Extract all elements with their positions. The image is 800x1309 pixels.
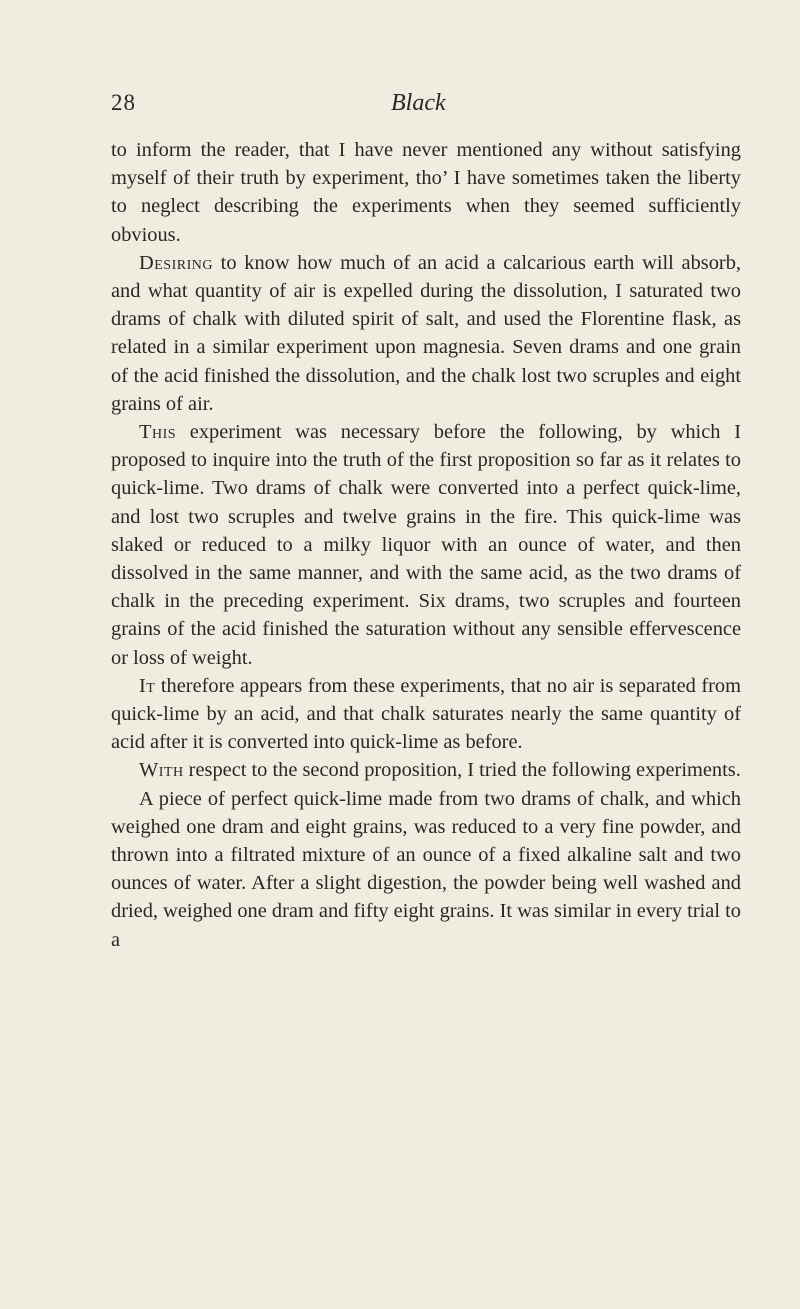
paragraph-lead-word: This <box>139 421 177 444</box>
paragraph-2 <box>111 249 741 418</box>
paragraph-text: respect to the second proposition, I tried the following experiments. <box>183 759 741 782</box>
paragraph-lead-word: Desiring <box>139 251 213 274</box>
paragraph-6 <box>111 785 741 954</box>
paragraph-text: A piece of perfect quick-lime made from two drams of chalk, and which weighed one dram and eight grains, was reduced to a very fine powder, and thrown into a filtrated mixture of an ounce of a fixed alkaline salt and two ounces of water. After a slight digestion, the powder being well washed and dried, weighed one dram and fifty eight grains. It was similar in every trial to a <box>111 787 741 951</box>
paragraph-lead-word: It <box>139 674 156 697</box>
book-page <box>111 90 741 954</box>
paragraph-lead-word: With <box>139 759 184 782</box>
paragraph-text: therefore appears from these experiments, that no air is separated from quick-lime by an acid, and that chalk saturates nearly the same quantity of acid after it is converted into quick-lime as before. <box>111 674 741 754</box>
running-title: Black <box>391 90 446 116</box>
running-head <box>111 90 741 130</box>
paragraph-5 <box>111 756 741 784</box>
paragraph-text: to inform the reader, that I have never mentioned any without satisfying myself of their truth by experiment, tho’ I have sometimes taken the liberty to neglect describing the experiments when they seemed sufficiently obvious. <box>111 139 741 246</box>
paragraph-text: experiment was necessary before the following, by which I proposed to inquire into the truth of the first proposition so far as it relates to quick-lime. Two drams of chalk were converted into a perfect quick-lime, and lost two scruples and twelve grains in the fire. This quick-lime was slaked or reduced to a milky liquor with an ounce of water, and then dissolved in the same manner, and with the same acid, as the two drams of chalk in the preceding experiment. Six drams, two scruples and fourteen grains of the acid finished the saturation without any sensible effervescence or loss of weight. <box>111 421 741 669</box>
paragraph-text: to know how much of an acid a calcarious earth will absorb, and what quantity of air is expelled during the dissolution, I saturated two drams of chalk with diluted spirit of salt, and used the Florentine flask, as related in a similar experiment upon magnesia. Seven drams and one grain of the acid finished the dissolution, and the chalk lost two scruples and eight grains of air. <box>111 251 741 415</box>
paragraph-4 <box>111 672 741 757</box>
body-text <box>111 136 741 954</box>
paragraph-3 <box>111 418 741 672</box>
paragraph-1 <box>111 136 741 249</box>
page-number: 28 <box>111 90 136 115</box>
